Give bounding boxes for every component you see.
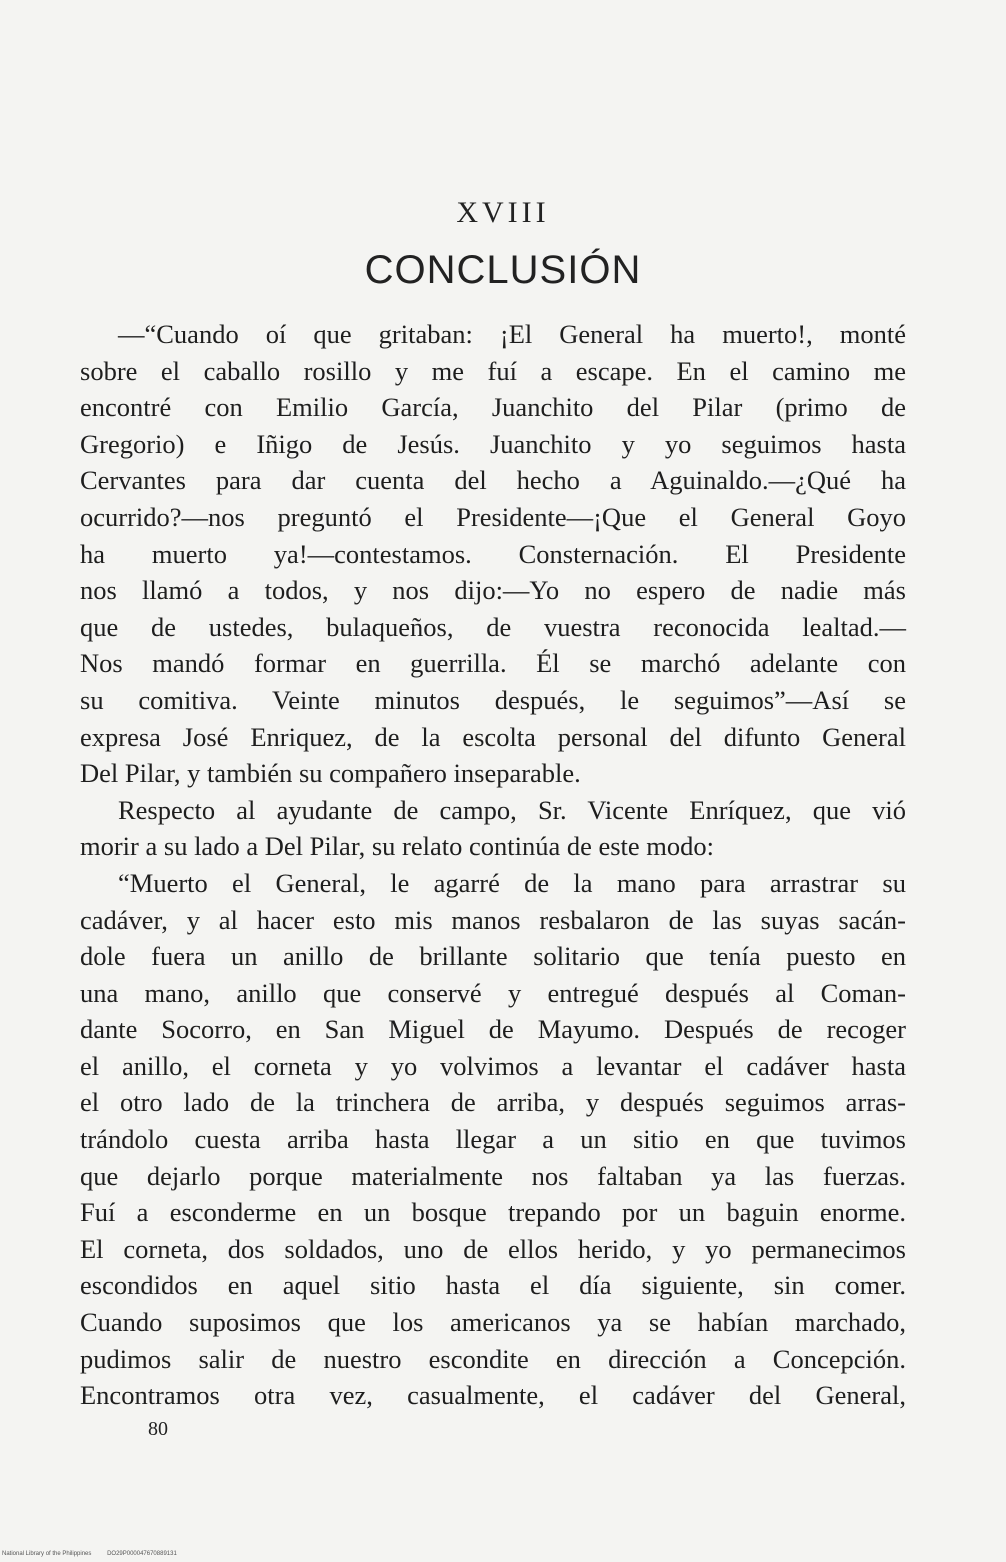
chapter-title: CONCLUSIÓN xyxy=(364,248,642,292)
chapter-number: XVIII xyxy=(456,196,550,229)
text-line: Del Pilar, y también su compañero inseparable. xyxy=(80,758,581,789)
text-line: expresa José Enriquez, de la escolta personal del difunto General xyxy=(80,721,906,752)
text-line: que de ustedes, bulaqueños, de vuestra reconocida lealtad.— xyxy=(80,611,906,642)
text-line: Nos mandó formar en guerrilla. Él se marchó adelante con xyxy=(80,648,906,679)
text-line: Fuí a esconderme en un bosque trepando por un baguin enorme. xyxy=(80,1197,906,1228)
text-line: Respecto al ayudante de campo, Sr. Vicente Enríquez, que vió xyxy=(118,794,906,825)
text-line: Cuando suposimos que los americanos ya se habían marchado, xyxy=(80,1307,906,1338)
footer-code: DO29P000047670889131 xyxy=(107,1551,177,1557)
text-line: sobre el caballo rosillo y me fuí a escape. En el camino me xyxy=(80,355,906,386)
text-line: Encontramos otra vez, casualmente, el cadáver del General, xyxy=(80,1380,906,1411)
text-line: su comitiva. Veinte minutos después, le seguimos”—Así se xyxy=(80,684,906,715)
text-line: dante Socorro, en San Miguel de Mayumo. Después de recoger xyxy=(80,1014,906,1045)
text-line: “Muerto el General, le agarré de la mano para arrastrar su xyxy=(118,867,906,898)
text-line: morir a su lado a Del Pilar, su relato continúa de este modo: xyxy=(80,831,715,862)
text-line: cadáver, y al hacer esto mis manos resbalaron de las suyas sacán- xyxy=(80,904,906,935)
text-line: dole fuera un anillo de brillante solitario que tenía puesto en xyxy=(80,941,906,972)
text-line: nos llamó a todos, y nos dijo:—Yo no espero de nadie más xyxy=(80,575,906,606)
text-line: encontré con Emilio García, Juanchito del Pilar (primo de xyxy=(80,392,906,423)
text-line: El corneta, dos soldados, uno de ellos herido, y yo permanecimos xyxy=(80,1233,906,1264)
text-line: que dejarlo porque materialmente nos faltaban ya las fuerzas. xyxy=(80,1160,906,1191)
footer-credit xyxy=(2,1551,191,1557)
text-line: Gregorio) e Iñigo de Jesús. Juanchito y yo seguimos hasta xyxy=(80,428,906,459)
footer-library: National Library of the Philippines xyxy=(2,1551,92,1557)
text-line: ocurrido?—nos preguntó el Presidente—¡Que el General Goyo xyxy=(80,501,906,532)
text-line: pudimos salir de nuestro escondite en dirección a Concepción. xyxy=(80,1343,906,1374)
text-line: ha muerto ya!—contestamos. Consternación. El Presidente xyxy=(80,538,906,569)
body-text xyxy=(80,316,906,1414)
text-line: el otro lado de la trinchera de arriba, y después seguimos arras- xyxy=(80,1087,906,1118)
text-line: Cervantes para dar cuenta del hecho a Aguinaldo.—¿Qué ha xyxy=(80,465,906,496)
page-number: 80 xyxy=(148,1418,168,1440)
text-line: —“Cuando oí que gritaban: ¡El General ha muerto!, monté xyxy=(118,319,906,349)
text-line: escondidos en aquel sitio hasta el día siguiente, sin comer. xyxy=(80,1270,906,1301)
text-line: el anillo, el corneta y yo volvimos a levantar el cadáver hasta xyxy=(80,1050,906,1081)
text-line: trándolo cuesta arriba hasta llegar a un sitio en que tuvimos xyxy=(80,1124,906,1155)
text-line: una mano, anillo que conservé y entregué después al Coman- xyxy=(80,977,906,1008)
